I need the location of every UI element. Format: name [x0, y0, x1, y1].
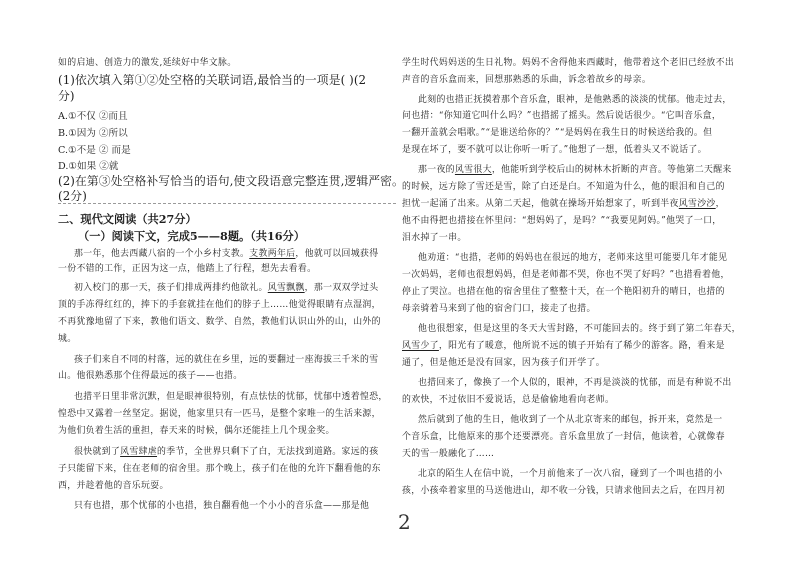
question-2-line-2: (2分)	[58, 190, 87, 203]
story-line: 也措回来了，像换了一个人似的，眼神，不再是淡淡的忧郁，而是有种说不出	[418, 378, 732, 388]
story-line: 北京的陌生人在信中说，一个月前他来了一次八宿，碰到了一个叫也措的小	[418, 469, 723, 479]
question-2-line-1: (2)在第③处空格补写恰当的语句,使文段语意完整连贯,逻辑严密。	[58, 175, 404, 188]
story-line: 个音乐盒，比他原来的那个还要漂亮。音乐盒里放了一封信，他读着，心就像春	[402, 432, 725, 442]
story-line: 西，并趁着他的音乐玩耍。	[58, 481, 169, 491]
story-text: ，阳光有了暖意，他所说不远的镇子开始有了稀少的游客。路，看来是	[438, 341, 725, 351]
story-text: ，	[715, 199, 725, 209]
story-text: 担忧一起涌了出来。从第二天起，他就在操场开始想家了，听到半夜	[402, 199, 679, 209]
story-line: 学生时代妈妈送的生日礼物。妈妈不舍得他来西藏时，他带着这个老旧已经放不出	[402, 58, 735, 68]
story-text: ，他能听到学校后山的树林木折断的声音。等他第二天醒来	[491, 165, 732, 175]
story-line	[402, 340, 725, 353]
story-line	[402, 198, 725, 211]
story-text: 的季节，全世界只剩下了白，无法找到道路。家远的孩	[157, 447, 379, 457]
story-line: 然后就到了他的生日，他收到了一个从北京寄来的邮包，拆开来，竟然是一	[418, 415, 723, 425]
underlined-phrase: 风雪少了	[402, 341, 439, 351]
story-line: 泪水掉了一串。	[402, 233, 467, 243]
story-line: 惶恐中又露着一丝坚定。据说，他家里只有一匹马，是整个家唯一的生活来源，	[58, 409, 381, 419]
story-text: ，他就可以回城获得	[295, 249, 379, 259]
story-line: 他不由得把也措接在怀里问：“想妈妈了，是吗？”“我要见阿妈。”他哭了一口，	[402, 216, 722, 226]
story-text: 那一夜的	[418, 165, 455, 175]
story-line: 也措平日里非常沉默，但是眼神很特别，有点怯怯的忧郁，忧郁中透着惶恐，	[74, 392, 388, 402]
story-line: 只有也措，那个忧郁的小也措，独自翻看他一个小小的音乐盒——那是他	[74, 501, 370, 511]
story-line: 是现在坏了，要不就可以让你听一听了。”他想了一想，低着头又不说话了。	[402, 145, 707, 155]
underlined-phrase: 风雪很大	[454, 165, 492, 175]
story-line: 孩，小孩牵着家里的马送他进山，却不收一分钱，只请求他回去之后，在四月初	[402, 486, 725, 496]
section-divider	[58, 203, 396, 204]
story-line: 他劝道：“也措，老师的妈妈也在很远的地方，老师来这里可能要几年才能见	[418, 253, 728, 263]
underlined-phrase: 风雪沙沙	[678, 199, 716, 209]
intro-line: 如的启迪、创造力的激发,延续好中华文脉。	[58, 58, 237, 68]
question-1-line-1: (1)依次填入第①②处空格的关联词语,最恰当的一项是( )(2	[58, 74, 367, 87]
story-line: 一份不错的工作，正因为这一点，他踏上了行程，想先去看看。	[58, 264, 317, 274]
story-line: 山。他很熟悉那个住得最远的孩子——也措。	[58, 371, 243, 381]
underlined-phrase: 支教两年后	[249, 249, 296, 259]
story-line: 的时候，远方除了雪还是雪，除了白还是白。不知道为什么，他的眼泪和自己的	[402, 182, 725, 192]
section-2-title: 二、现代文阅读（共27分）	[58, 213, 197, 226]
part-1-title: （一）阅读下文，完成5——8题。（共16分）	[78, 230, 305, 243]
story-line: 孩子们来自不同的村落，远的就住在乡里，远的要翻过一座海拔三千米的雪	[74, 355, 379, 365]
underlined-phrase: 风雪肆虐	[120, 447, 158, 457]
question-1-option-a: A.①不仅 ②而且	[58, 111, 128, 122]
question-1-option-b: B.①因为 ②所以	[58, 128, 128, 139]
story-line: 声音的音乐盒而来，回想那熟悉的乐曲，诉念着故乡的母亲。	[402, 75, 652, 85]
story-line: 一次妈妈，老师也很想妈妈，但是老师都不哭，你也不哭了好吗？”也措看着他，	[402, 270, 730, 280]
story-line: 母亲骑着马来到了他的宿舍门口，接走了也措。	[402, 304, 596, 314]
story-line: 停止了哭泣。也措在他的宿舍里住了整整十天，在一个艳阳初升的晴日，也措的	[402, 287, 725, 297]
story-text: 很快就到了	[74, 447, 121, 457]
story-text: ，那一双双学过头	[304, 283, 379, 293]
story-text: 那一年，他去西藏八宿的一个小乡村支教。	[74, 249, 250, 259]
story-line: 一翻开盖就会唱歌。”“是谁送给你的？”“是妈妈在我生日的时候送给我的。但	[402, 128, 713, 138]
story-line: 此刻的也措正抚摸着那个音乐盒，眼神，是他熟悉的淡淡的忧郁。他走过去，	[418, 95, 732, 105]
story-line: 为他们负着生活的重担，春天来的时候，偶尔还能挂上几个现金奖。	[58, 426, 335, 436]
story-line: 问也措：“你知道它叫什么吗？”也措摇了摇头。然后说话很少。“它叫音乐盒，	[402, 111, 722, 121]
story-line: 通了，但是他还是没有回家，因为孩子们开学了。	[402, 358, 605, 368]
story-line	[74, 446, 378, 459]
story-line: 的欢快，不过依旧不爱说话，总是偷偷地看向老师。	[402, 395, 615, 405]
story-line	[74, 282, 378, 295]
story-line	[418, 164, 732, 177]
page-number: 2	[398, 510, 411, 534]
story-line: 顶的手冻得红红的，捧下的手套就挂在他们的脖子上……他觉得眼睛有点湿润，	[58, 300, 381, 310]
question-1-line-2: 分)	[58, 90, 75, 103]
underlined-phrase: 风雪飘飘	[267, 283, 305, 293]
question-1-option-d: D.①如果 ②就	[58, 161, 119, 172]
story-line: 城。	[58, 334, 77, 344]
story-line	[74, 248, 378, 261]
story-line: 他也很想家，但是这里的冬天大雪封路，不可能回去的。终于到了第二年春天，	[418, 324, 741, 334]
story-text: 初入校门的那一天，孩子们排成两排约他欲礼。	[74, 283, 268, 293]
story-line: 天的雪一般融化了……	[402, 449, 495, 459]
question-1-option-c: C.①不是 ② 而是	[58, 145, 131, 156]
story-line: 子只能留下来，住在老师的宿舍里。那个晚上，孩子们在他的允许下翻看他的东	[58, 464, 381, 474]
story-line: 不再犹豫地留了下来，教他们语文、数学、自然，教他们认识山外的山，山外的	[58, 317, 381, 327]
